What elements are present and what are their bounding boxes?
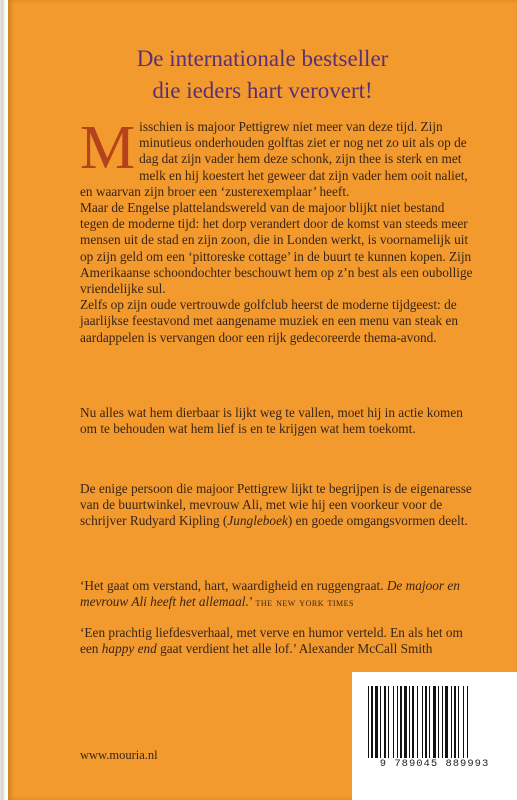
book-title-reference: Jungleboek <box>227 513 288 529</box>
barcode-box <box>352 672 517 800</box>
synopsis-paragraph-2 <box>80 405 476 437</box>
quote-2-text: ‘Een prachtig liefdesverhaal, met verve en humor verteld. En als het om een <box>80 625 463 657</box>
synopsis-text-3: Zelfs op zijn oude vertrouwde golfclub heerst de moderne tijdgeest: de jaarlijkse feestavond met aangename muziek en een menu van steak en aardappelen is vervangen door een rijk gedecoreerde thema-avond. <box>80 297 459 345</box>
headline-line-1: De internationale bestseller <box>136 46 389 71</box>
synopsis-text-1: isschien is majoor Pettigrew niet meer van deze tijd. Zijn minutieus onderhouden golftas ziet er nog net zo uit als op de dag dat zijn vader hem deze schonk, zijn thee is sterk en met melk en hij koestert het geweer dat zijn vader hem ooit naliet, en waarvan zijn broer een ‘zusterexemplaar’ heeft. <box>80 119 468 199</box>
synopsis-text-4: Nu alles wat hem dierbaar is lijkt weg te vallen, moet hij in actie komen om te behouden wat hem lief is en te krijgen wat hem toekomt. <box>80 405 463 437</box>
headline-line-2: die ieders hart verovert! <box>152 78 373 103</box>
barcode-number: 9 789045 889993 <box>379 758 490 770</box>
quote-1-text: ‘Het gaat om verstand, hart, waardigheid en ruggengraat. <box>80 578 387 593</box>
review-quote-2 <box>80 625 476 657</box>
quote-2-after: gaat verdient het alle lof.’ Alexander McCall Smith <box>156 641 433 657</box>
review-quote-1 <box>80 578 476 610</box>
drop-cap: M <box>80 114 136 182</box>
quote-1-italic: De majoor en mevrouw Ali heeft het allemaal. <box>80 578 460 610</box>
book-back-cover <box>8 0 517 800</box>
synopsis-text-2: Maar de Engelse plattelandswereld van de majoor blijkt niet bestand tegen de moderne tijd: het dorp verandert door de komst van steeds meer mensen uit de stad en zijn zoon, die in Londen werkt, is voornamelijk uit op zijn geld om een ‘pittoreske cottage’ in de buurt te kunnen kopen. Zijn Amerikaanse schoondochter beschouwt hem op z’n best als een oubollige vriendelijke sul. <box>80 200 473 297</box>
synopsis-text-5b: ) en goede omgangsvormen deelt. <box>287 513 468 529</box>
quote-1-close: ’ <box>248 594 256 610</box>
publisher-website: www.mouria.nl <box>80 748 158 762</box>
synopsis-text-5a: De enige persoon die majoor Pettigrew lijkt te begrijpen is de eigenaresse van de buurtwinkel, mevrouw Ali, met wie hij een voorkeur voor de schrijver Rudyard Kipling ( <box>80 481 472 529</box>
quote-2-italic: happy end <box>101 641 157 657</box>
barcode-icon <box>366 686 498 758</box>
quote-1-source: the new york times <box>255 595 354 610</box>
synopsis-paragraph-3 <box>80 481 476 530</box>
synopsis-paragraph-1 <box>80 114 476 346</box>
